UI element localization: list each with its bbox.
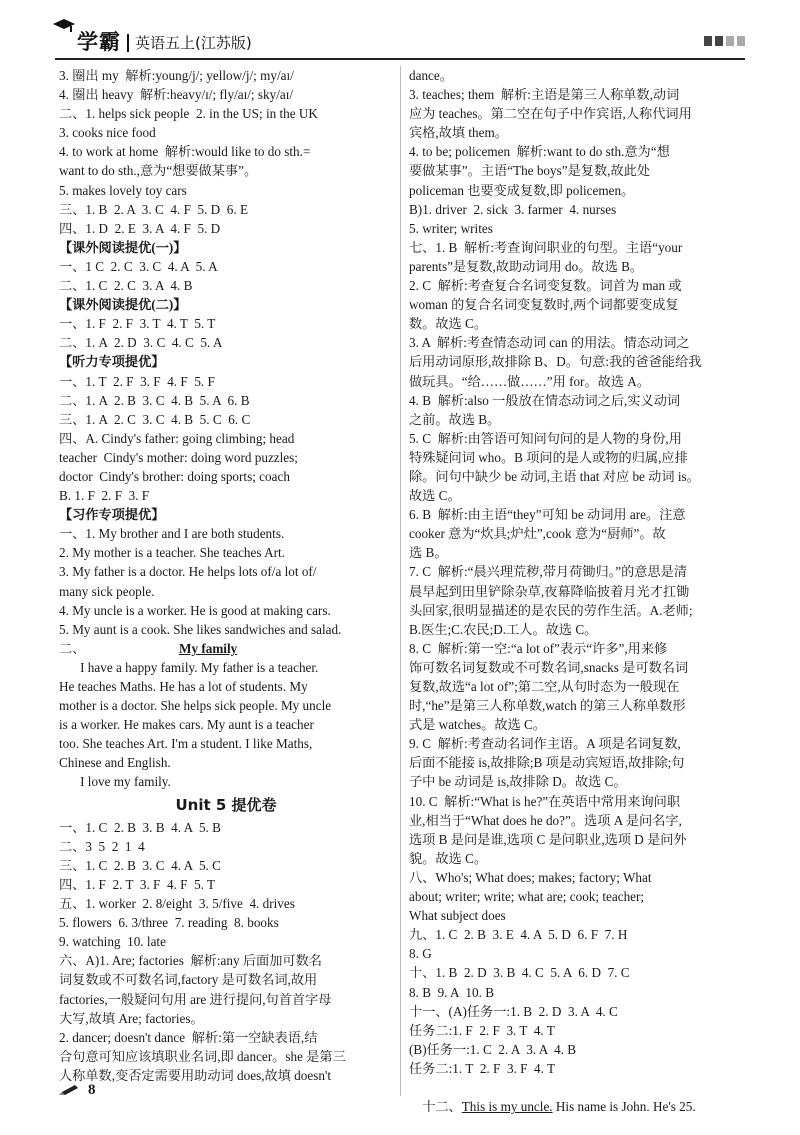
answer-line: 复数,故选“a lot of”;第二空,从句时态为一般现在 [409,679,680,694]
answer-line: 9. watching 10. late [59,934,166,950]
answer-line: 三、1. B 2. A 3. C 4. F 5. D 6. E [59,201,249,217]
graduation-cap-icon [51,16,77,36]
column-divider [400,66,401,1096]
answer-line: 应为 teaches。第二空在句子中作宾语,人称代词用 [409,106,692,122]
answer-line: 8. C 解析:第一空:“a lot of”表示“许多”,用来修 [409,640,668,656]
pencil-icon [58,1083,80,1097]
answer-line: 业,相当于“What does he do?”。选项 A 是问名字, [409,812,682,828]
answer-line: 一、1. F 2. F 3. T 4. T 5. T [59,316,216,332]
answer-line: 二、3 5 2 1 4 [59,838,145,854]
answer-line: many sick people. [59,583,155,599]
answer-line: 4. My uncle is a worker. He is good at making cars. [59,602,331,618]
answer-line: 六、A)1. Are; factories 解析:any 后面加可数名 [59,953,322,969]
answer-line: factories,一般疑问句用 are 进行提问,句首首字母 [59,991,332,1007]
answer-line: 二、1. helps sick people 2. in the US; in the UK [59,106,318,122]
answer-line: 3. My father is a doctor. He helps lots of/a lot of/ [59,564,317,580]
answer-line: dance。 [409,68,453,83]
answer-line: What subject does [409,908,506,924]
answer-line: 八、Who's; What does; makes; factory; What [409,869,652,885]
book-subtitle: 英语五上(江苏版) [135,34,252,52]
answer-line: 5. My aunt is a cook. She likes sandwiches and salad. [59,621,342,637]
answer-line: 一、1. My brother and I are both students. [59,526,285,542]
answer-line: 8. G [409,946,432,962]
answer-line: 5. writer; writes [409,220,493,236]
page-number: 8 [88,1081,96,1098]
answer-line: 选 B。 [409,545,448,561]
answer-line: 3. A 解析:考查情态动词 can 的用法。情态动词之 [409,335,690,351]
essay-number: 二、 [59,640,86,656]
answer-line: 饰可数名词复数或不可数名词,snacks 是可数名词 [409,659,689,675]
answer-line: 十、1. B 2. D 3. B 4. C 5. A 6. D 7. C [409,965,630,981]
answer-line: 二、1. C 2. C 3. A 4. B [59,278,193,294]
answer-line: 【听力专项提优】 [59,354,165,370]
answer-line: B)1. driver 2. sick 3. farmer 4. nurses [409,201,617,217]
answer-line: 式是 watches。故选 C。 [409,717,546,733]
answer-line: cooker 意为“炊具;炉灶”,cook 意为“厨师”。故 [409,526,666,542]
answer-line: 子中 be 动词是 is,故排除 D。故选 C。 [409,774,627,790]
answer-line: 2. My mother is a teacher. She teaches Art. [59,545,285,561]
essay-line: I love my family. [80,774,171,790]
answer-line: (B)任务一:1. C 2. A 3. A 4. B [409,1041,577,1057]
page-footer [58,1078,96,1102]
answer-line: 四、A. Cindy's father: going climbing; head [59,430,295,446]
answer-line: 4. B 解析:also 一般放在情态动词之后,实义动词 [409,392,681,408]
answer-line: 特殊疑问词 who。B 项问的是人或物的归属,应排 [409,449,688,465]
answer-line: 【习作专项提优】 [59,507,165,523]
answer-line: parents”是复数,故助动词用 do。故选 B。 [409,258,644,274]
answer-line: 貌。故选 C。 [409,850,488,866]
essay-line: I have a happy family. My father is a teacher. [80,659,319,675]
answer-line: B. 1. F 2. F 3. F [59,488,150,504]
last-line-rest: His name is John. He's 25. [552,1099,696,1115]
last-line-prefix: 十二、 [422,1099,462,1115]
brand-separator [127,34,129,52]
answer-line: 一、1. C 2. B 3. B 4. A 5. B [59,819,221,835]
answer-line: B.医生;C.农民;D.工人。故选 C。 [409,621,598,637]
answer-line: 七、1. B 解析:考查询问职业的句型。主语“your [409,239,683,255]
answer-line: about; writer; write; what are; cook; teacher; [409,889,645,905]
answer-line: policeman 也要变成复数,即 policemen。 [409,182,635,198]
answer-line: 人称单数,变否定需要用助动词 does,故填 doesn't [59,1067,331,1083]
answer-line: 三、1. A 2. C 3. C 4. B 5. C 6. C [59,411,251,427]
answer-line: 宾格,故填 them。 [409,125,508,141]
essay-heading [59,639,393,658]
answer-line: 选项 B 是问是谁,选项 C 是问职业,选项 D 是问外 [409,831,687,847]
answer-line: 头回家,很明显描述的是农民的劳作生活。A.老师; [409,602,693,618]
left-column [59,66,393,1085]
answer-line: 10. C 解析:“What is he?”在英语中常用来询问职 [409,793,681,809]
answer-line: 8. B 9. A 10. B [409,984,495,1000]
answer-line: 三、1. C 2. B 3. C 4. A 5. C [59,857,221,873]
answer-line: 3. cooks nice food [59,125,156,141]
answer-line: 数。故选 C。 [409,316,488,332]
brand-logo-text: 学霸 [77,30,121,54]
answer-line: 4. to be; policemen 解析:want to do sth.意为“想 [409,144,670,160]
answer-line: 【课外阅读提优(二)】 [59,297,187,313]
answer-line: 之前。故选 B。 [409,411,501,427]
answer-line: 3. 圈出 my 解析:young/j/; yellow/j/; my/aɪ/ [59,68,294,83]
answer-line: 任务二:1. T 2. F 3. F 4. T [409,1060,556,1076]
answer-line: 时,“he”是第三人称单数,watch 的第三人称单数形 [409,698,686,714]
answer-line: 5. flowers 6. 3/three 7. reading 8. books [59,915,279,931]
answer-line: 后面不能接 is,故排除;B 项是动宾短语,故排除;句 [409,755,685,771]
answer-line-last [409,1078,745,1135]
answer-line: 二、1. A 2. B 3. C 4. B 5. A 6. B [59,392,250,408]
essay-line: mother is a doctor. She helps sick people. My uncle [59,698,332,714]
answer-line: 五、1. worker 2. 8/eight 3. 5/five 4. drives [59,896,295,912]
answer-line: want to do sth.,意为“想要做某事”。 [59,163,258,179]
answer-line: 6. B 解析:由主语“they”可知 be 动词用 are。注意 [409,507,686,523]
answer-line: 晨早起到田里铲除杂草,夜幕降临披着月光才扛锄 [409,583,690,599]
answer-line: teacher Cindy's mother: doing word puzzles; [59,449,298,465]
answer-line: woman 的复合名词变复数时,两个词都要变成复 [409,297,679,313]
brand [55,22,252,56]
answer-line: 5. makes lovely toy cars [59,182,187,198]
answer-line: 一、1. T 2. F 3. F 4. F 5. F [59,373,215,389]
answer-line: 故选 C。 [409,488,461,504]
essay-line: Chinese and English. [59,755,171,771]
answer-line: 四、1. D 2. E 3. A 4. F 5. D [59,220,221,236]
answer-line: 大写,故填 Are; factories。 [59,1010,204,1026]
answer-line: 要做某事”。主语“The boys”是复数,故此处 [409,163,651,179]
answer-line: 四、1. F 2. T 3. F 4. F 5. T [59,876,216,892]
last-line-underlined: This is my uncle. [461,1099,553,1115]
page-header [55,18,745,60]
essay-line: He teaches Maths. He has a lot of students. My [59,679,308,694]
essay-line: too. She teaches Art. I'm a student. I like Maths, [59,736,313,752]
answer-line: 4. 圈出 heavy 解析:heavy/ɪ/; fly/aɪ/; sky/aɪ/ [59,87,294,103]
answer-line: 7. C 解析:“晨兴理荒秽,带月荷锄归。”的意思是清 [409,564,688,580]
answer-line: 3. teaches; them 解析:主语是第三人称单数,动词 [409,87,680,103]
answer-line: 十一、(A)任务一:1. B 2. D 3. A 4. C [409,1003,618,1019]
answer-line: 一、1 C 2. C 3. C 4. A 5. A [59,258,218,274]
answer-line: 二、1. A 2. D 3. C 4. C 5. A [59,335,223,351]
answer-line: 5. C 解析:由答语可知问句问的是人物的身份,用 [409,430,682,446]
answer-line: 除。问句中缺少 be 动词,主语 that 对应 be 动词 is。 [409,468,700,484]
answer-line: 任务二:1. F 2. F 3. T 4. T [409,1022,555,1038]
answer-line: 2. dancer; doesn't dance 解析:第一空缺表语,结 [59,1029,318,1045]
answer-line: 合句意可知应该填职业名词,即 dancer。she 是第三 [59,1048,346,1064]
answer-line: 9. C 解析:考查动名词作主语。A 项是名词复数, [409,736,681,752]
answer-line: 词复数或不可数名词,factory 是可数名词,故用 [59,972,318,988]
answer-line: 九、1. C 2. B 3. E 4. A 5. D 6. F 7. H [409,927,628,943]
essay-title: My family [179,640,238,656]
answer-line: 做玩具。“给……做……”用 for。故选 A。 [409,373,651,389]
unit-title: Unit 5 提优卷 [175,795,277,814]
answer-line: doctor Cindy's brother: doing sports; coach [59,468,290,484]
answer-line: 2. C 解析:考查复合名词变复数。词首为 man 或 [409,278,682,294]
essay-line: is a worker. He makes cars. My aunt is a teacher [59,717,314,733]
header-decoration [704,36,745,46]
answer-line: 后用动词原形,故排除 B、D。句意:我的爸爸能给我 [409,354,702,370]
right-column [409,66,745,1135]
answer-line: 【课外阅读提优(一)】 [59,239,187,255]
answer-line: 4. to work at home 解析:would like to do sth.= [59,144,311,160]
